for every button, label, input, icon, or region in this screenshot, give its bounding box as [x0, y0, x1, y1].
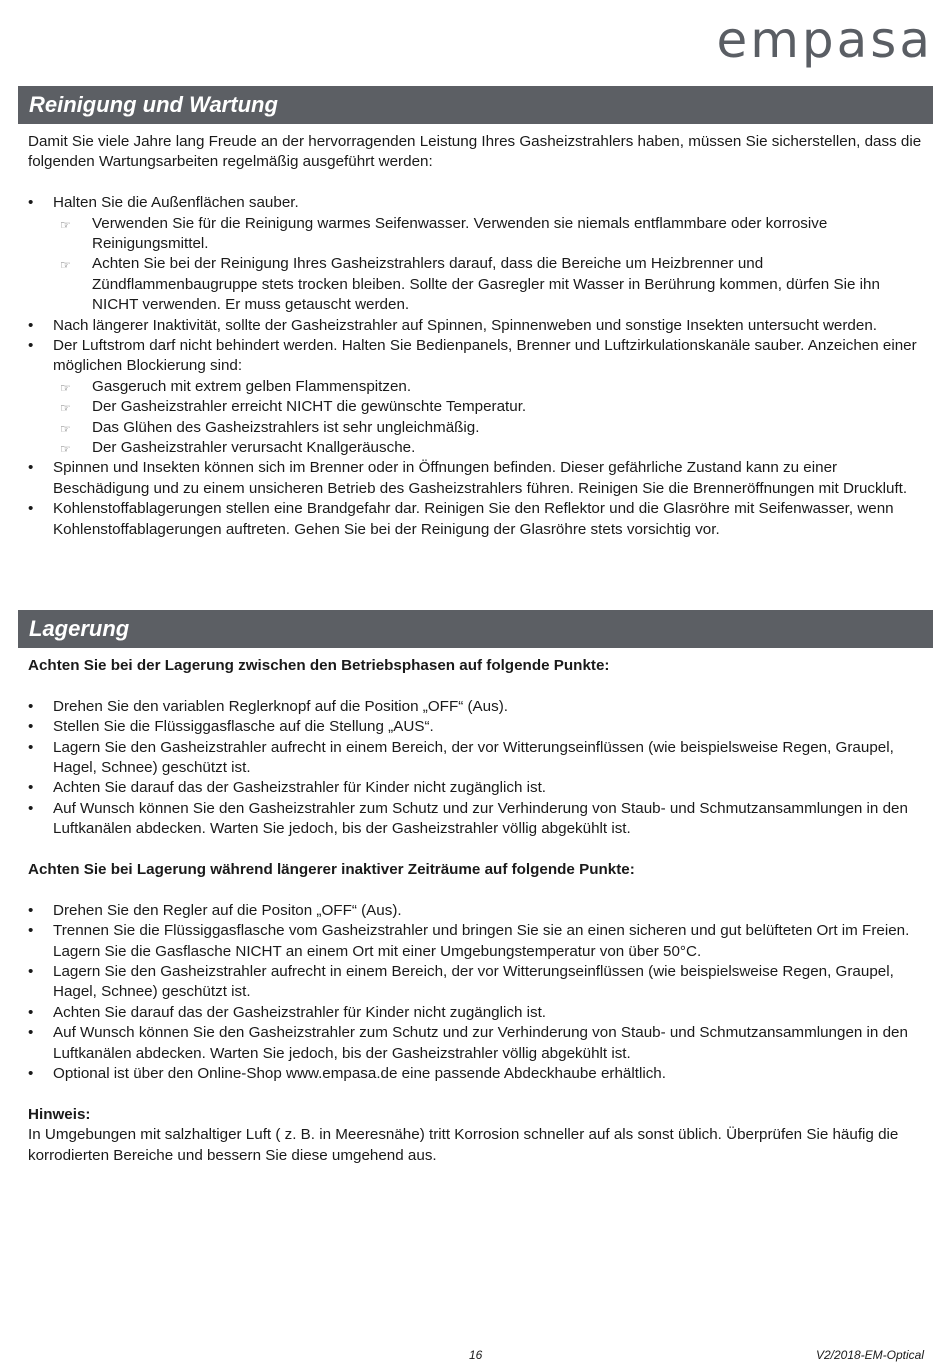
- sub-list-item: [53, 397, 923, 417]
- section-title-storage: Lagerung: [18, 610, 933, 648]
- intro-paragraph: Damit Sie viele Jahre lang Freude an der hervorragenden Leistung Ihres Gasheizstrahlers haben, müssen Sie sicherstellen, dass die folgenden Wartungsarbeiten regelmäßig ausgeführt werden:: [28, 133, 922, 171]
- sub-list: [53, 377, 923, 459]
- bullet-icon: [28, 193, 53, 213]
- bullet-icon: [28, 901, 53, 921]
- pointing-hand-icon: ☞: [60, 442, 71, 457]
- pointing-hand-icon: ☞: [60, 258, 71, 273]
- list-item-text: Halten Sie die Außenflächen sauber.: [53, 194, 299, 212]
- list-item: [28, 316, 923, 336]
- bullet-icon: [28, 717, 53, 737]
- bullet-icon: [28, 921, 53, 941]
- sub-list: [53, 214, 923, 316]
- list-item: [28, 1003, 923, 1023]
- list-item-text: Auf Wunsch können Sie den Gasheizstrahler zum Schutz und zur Verhinderung von Staub- und Schmutzansammlungen in den Luftkanälen abdecken. Warten Sie jedoch, bis der Gasheizstrahler völlig abgekühlt ist.: [53, 799, 908, 838]
- sub-list-item-text: Verwenden Sie für die Reinigung warmes Seifenwasser. Verwenden sie niemals entflammbare oder korrosive Reinigungsmittel.: [92, 214, 828, 253]
- bullet-icon: [28, 962, 53, 982]
- bullet-icon: [28, 458, 53, 478]
- list-item: [28, 717, 923, 737]
- pointing-hand-icon: ☞: [60, 401, 71, 416]
- sub-list-item: [53, 214, 923, 255]
- cleaning-bullet-list: [28, 193, 923, 540]
- list-item: [28, 901, 923, 921]
- section-title-cleaning: Reinigung und Wartung: [18, 86, 933, 124]
- list-item-text: Drehen Sie den variablen Reglerknopf auf die Position „OFF“ (Aus).: [53, 697, 509, 715]
- list-item: [28, 193, 923, 315]
- list-item: [28, 738, 923, 779]
- brand-logo: empasa: [716, 11, 933, 69]
- list-item-text: Kohlenstoffablagerungen stellen eine Brandgefahr dar. Reinigen Sie den Reflektor und die Glasröhre mit Seifenwasser, wenn Kohlenstoffablagerungen auftreten. Gehen Sie bei der Reinigung der Glasröhre stets vorsichtig vor.: [53, 500, 894, 538]
- sub-list-item: [53, 377, 923, 397]
- sub-list-item: [53, 438, 923, 458]
- section-cleaning-body: [28, 132, 923, 540]
- list-item: [28, 799, 923, 840]
- pointing-hand-icon: ☞: [60, 380, 71, 395]
- list-item: [28, 697, 923, 717]
- list-item: [28, 1064, 923, 1084]
- sub-list-item: [53, 418, 923, 438]
- bullet-icon: [28, 1023, 53, 1043]
- sub-list-item-text: Der Gasheizstrahler verursacht Knallgeräusche.: [92, 439, 416, 457]
- bullet-icon: [28, 1003, 53, 1023]
- sub-list-item-text: Das Glühen des Gasheizstrahlers ist sehr ungleichmäßig.: [92, 418, 480, 436]
- storage-heading-1: Achten Sie bei der Lagerung zwischen den Betriebsphasen auf folgende Punkte:: [28, 657, 610, 674]
- bullet-icon: [28, 697, 53, 717]
- list-item-text: Achten Sie darauf das der Gasheizstrahler für Kinder nicht zugänglich ist.: [53, 1003, 547, 1021]
- list-item: [28, 336, 923, 458]
- page-number: 16: [469, 1348, 483, 1362]
- list-item-text: Optional ist über den Online-Shop www.empasa.de eine passende Abdeckhaube erhältlich.: [53, 1065, 666, 1083]
- list-item-text: Lagern Sie den Gasheizstrahler aufrecht in einem Bereich, der vor Witterungseinflüssen (wie beispielsweise Regen, Graupel, Hagel, Schnee) geschützt ist.: [53, 738, 894, 777]
- list-item-text: Trennen Sie die Flüssiggasflasche vom Gasheizstrahler und bringen Sie sie an einen sicheren und gut belüfteten Ort im Freien. Lagern Sie die Gasflasche NICHT an einem Ort mit einer Umgebungstemperatur von über 50°C.: [53, 922, 910, 960]
- bullet-icon: [28, 799, 53, 819]
- bullet-icon: [28, 738, 53, 758]
- list-item: [28, 921, 923, 962]
- pointing-hand-icon: ☞: [60, 217, 71, 232]
- sub-list-item-text: Gasgeruch mit extrem gelben Flammenspitzen.: [92, 377, 412, 395]
- storage-list-1: [28, 697, 923, 840]
- list-item-text: Drehen Sie den Regler auf die Positon „OFF“ (Aus).: [53, 901, 402, 919]
- sub-list-item: [53, 254, 923, 315]
- storage-list-2: [28, 901, 923, 1085]
- storage-heading-2: Achten Sie bei Lagerung während längerer inaktiver Zeiträume auf folgende Punkte:: [28, 861, 635, 879]
- section-storage-body: [28, 656, 923, 1166]
- document-version: V2/2018-EM-Optical: [815, 1348, 924, 1362]
- list-item-text: Achten Sie darauf das der Gasheizstrahler für Kinder nicht zugänglich ist.: [53, 779, 547, 797]
- list-item-text: Der Luftstrom darf nicht behindert werden. Halten Sie Bedienpanels, Brenner und Luftzirkulationskanäle sauber. Anzeichen einer möglichen Blockierung sind:: [53, 337, 917, 375]
- list-item: [28, 778, 923, 798]
- sub-list-item-text: Der Gasheizstrahler erreicht NICHT die gewünschte Temperatur.: [92, 398, 527, 416]
- list-item: [28, 1023, 923, 1064]
- bullet-icon: [28, 316, 53, 336]
- bullet-icon: [28, 1064, 53, 1084]
- list-item-text: Nach längerer Inaktivität, sollte der Gasheizstrahler auf Spinnen, Spinnenweben und sonstige Insekten untersucht werden.: [53, 316, 877, 334]
- list-item: [28, 499, 923, 540]
- bullet-icon: [28, 778, 53, 798]
- list-item-text: Lagern Sie den Gasheizstrahler aufrecht in einem Bereich, der vor Witterungseinflüssen (wie beispielsweise Regen, Graupel, Hagel, Schnee) geschützt ist.: [53, 963, 894, 1001]
- list-item: [28, 962, 923, 1003]
- note-text: In Umgebungen mit salzhaltiger Luft ( z. B. in Meeresnähe) tritt Korrosion schneller auf als sonst üblich. Überprüfen Sie häufig die korrodierten Bereiche und bessern Sie diese umgehend aus.: [28, 1126, 899, 1164]
- note-title: Hinweis:: [28, 1105, 91, 1123]
- list-item-text: Stellen Sie die Flüssiggasflasche auf die Stellung „AUS“.: [53, 718, 434, 736]
- bullet-icon: [28, 499, 53, 519]
- sub-list-item-text: Achten Sie bei der Reinigung Ihres Gasheizstrahlers darauf, dass die Bereiche um Heizbrenner und Zündflammenbaugruppe stets trocken bleiben. Sollte der Gasregler mit Wasser in Berührung kommen, dürfen Sie ihn NICHT verwenden. Er muss getauscht werden.: [92, 255, 880, 314]
- list-item: [28, 458, 923, 499]
- bullet-icon: [28, 336, 53, 356]
- pointing-hand-icon: ☞: [60, 421, 71, 436]
- list-item-text: Spinnen und Insekten können sich im Brenner oder in Öffnungen befinden. Dieser gefährliche Zustand kann zu einer Beschädigung und zu einem unsicheren Betrieb des Gasheizstrahlers führen. Reinigen Sie die Brenneröffnungen mit Druckluft.: [53, 459, 908, 497]
- list-item-text: Auf Wunsch können Sie den Gasheizstrahler zum Schutz und zur Verhinderung von Staub- und Schmutzansammlungen in den Luftkanälen abdecken. Warten Sie jedoch, bis der Gasheizstrahler völlig abgekühlt ist.: [53, 1024, 908, 1062]
